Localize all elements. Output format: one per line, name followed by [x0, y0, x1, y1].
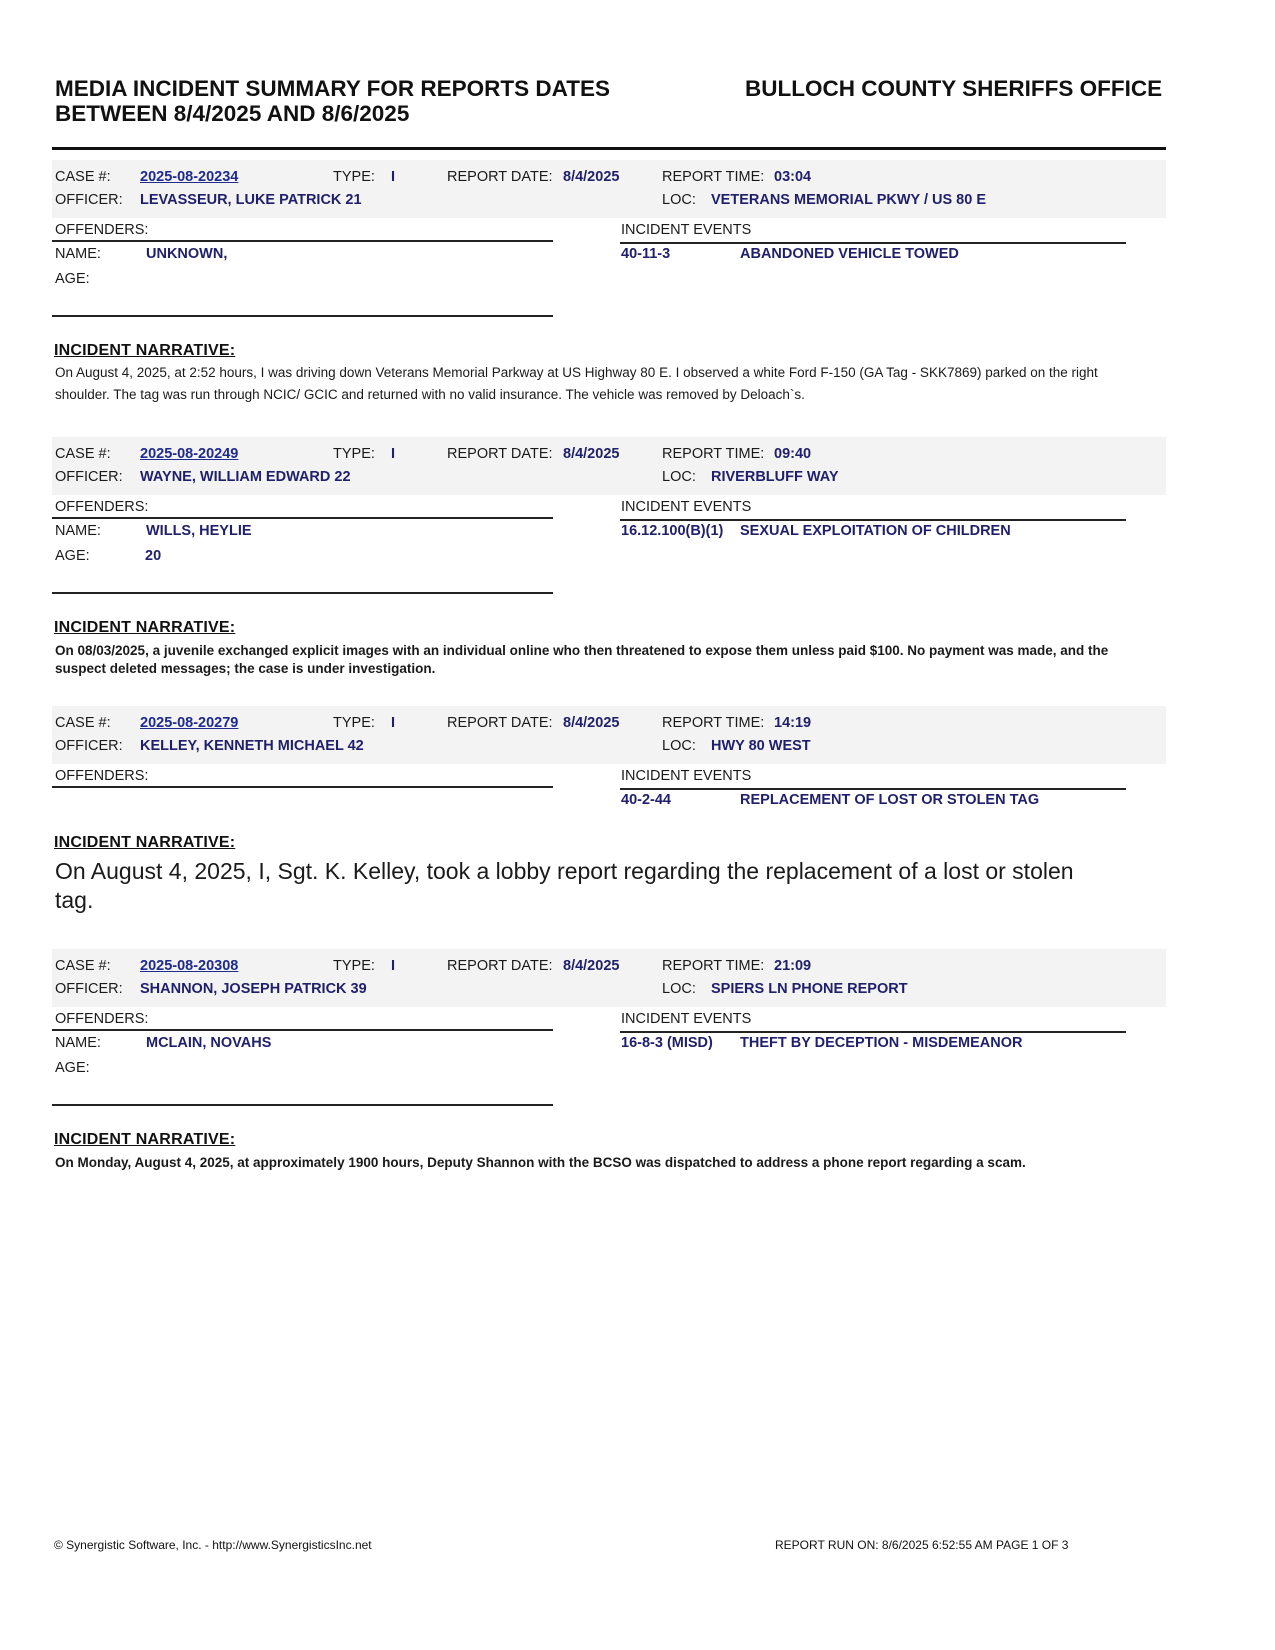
case-number-label: CASE #: — [55, 446, 111, 462]
incident-events-label: INCIDENT EVENTS — [621, 768, 752, 784]
location-value: RIVERBLUFF WAY — [711, 469, 839, 485]
offenders-rule — [52, 240, 553, 242]
report-time-label: REPORT TIME: — [662, 958, 765, 974]
officer-value: SHANNON, JOSEPH PATRICK 39 — [140, 981, 367, 997]
case-number-link[interactable]: 2025-08-20308 — [140, 958, 239, 974]
location-label: LOC: — [662, 192, 696, 208]
case-number-label: CASE #: — [55, 169, 111, 185]
offender-name-label: NAME: — [55, 523, 101, 539]
event-code: 40-11-3 — [621, 246, 671, 262]
narrative-text: On Monday, August 4, 2025, at approximately 1900 hours, Deputy Shannon with the BCSO was dispatched to address a phone report regarding a scam. — [55, 1155, 1026, 1170]
narrative-heading: INCIDENT NARRATIVE: — [54, 619, 236, 636]
type-value: I — [391, 715, 396, 731]
offenders-rule — [52, 786, 553, 788]
offenders-bottom-rule — [52, 1104, 553, 1106]
offenders-rule — [52, 1029, 553, 1031]
offender-age-value: 20 — [145, 548, 162, 564]
offender-age-label: AGE: — [55, 1060, 90, 1076]
footer-report-run: REPORT RUN ON: 8/6/2025 6:52:55 AM PAGE 1 OF 3 — [775, 1538, 1069, 1552]
type-label: TYPE: — [333, 446, 375, 462]
narrative-heading: INCIDENT NARRATIVE: — [54, 834, 236, 851]
narrative-heading: INCIDENT NARRATIVE: — [54, 1131, 236, 1148]
events-rule — [620, 788, 1126, 790]
officer-value: LEVASSEUR, LUKE PATRICK 21 — [140, 192, 362, 208]
report-date-label: REPORT DATE: — [447, 169, 553, 185]
location-value: VETERANS MEMORIAL PKWY / US 80 E — [711, 192, 987, 208]
incident-events-label: INCIDENT EVENTS — [621, 1011, 752, 1027]
events-rule — [620, 242, 1126, 244]
offenders-label: OFFENDERS: — [55, 1011, 149, 1027]
incident-events-label: INCIDENT EVENTS — [621, 222, 752, 238]
location-value: HWY 80 WEST — [711, 738, 811, 754]
case-number-link[interactable]: 2025-08-20279 — [140, 715, 239, 731]
offender-name-value: WILLS, HEYLIE — [146, 523, 252, 539]
event-description: THEFT BY DECEPTION - MISDEMEANOR — [740, 1035, 1023, 1051]
officer-label: OFFICER: — [55, 192, 123, 208]
type-label: TYPE: — [333, 169, 375, 185]
report-date-label: REPORT DATE: — [447, 715, 553, 731]
report-time-label: REPORT TIME: — [662, 715, 765, 731]
event-description: ABANDONED VEHICLE TOWED — [740, 246, 959, 262]
offender-name-label: NAME: — [55, 246, 101, 262]
events-rule — [620, 1031, 1126, 1033]
location-label: LOC: — [662, 469, 696, 485]
footer-copyright: © Synergistic Software, Inc. - http://www.SynergisticsInc.net — [54, 1538, 372, 1552]
offenders-rule — [52, 517, 553, 519]
header-divider — [52, 147, 1166, 150]
location-label: LOC: — [662, 738, 696, 754]
offenders-bottom-rule — [52, 315, 553, 317]
report-time-value: 14:19 — [774, 715, 812, 731]
offender-age-label: AGE: — [55, 271, 90, 287]
report-time-value: 09:40 — [774, 446, 812, 462]
report-date-label: REPORT DATE: — [447, 958, 553, 974]
offender-name-label: NAME: — [55, 1035, 101, 1051]
narrative-text: On August 4, 2025, at 2:52 hours, I was driving down Veterans Memorial Parkway at US Highway 80 E. I observed a white Ford F-150 (GA Tag - SKK7869) parked on the right shoulder. The tag was run through NCIC/ GCIC and returned with no valid insurance. The vehicle was removed by Deloach`s. — [55, 365, 1098, 402]
type-label: TYPE: — [333, 715, 375, 731]
offenders-bottom-rule — [52, 592, 553, 594]
report-date-label: REPORT DATE: — [447, 446, 553, 462]
case-number-label: CASE #: — [55, 958, 111, 974]
report-time-label: REPORT TIME: — [662, 446, 765, 462]
offender-name-value: MCLAIN, NOVAHS — [146, 1035, 272, 1051]
agency-name: BULLOCH COUNTY SHERIFFS OFFICE — [745, 76, 1163, 101]
event-description: REPLACEMENT OF LOST OR STOLEN TAG — [740, 792, 1040, 808]
type-value: I — [391, 446, 396, 462]
location-value: SPIERS LN PHONE REPORT — [711, 981, 908, 997]
location-label: LOC: — [662, 981, 696, 997]
incident-events-label: INCIDENT EVENTS — [621, 499, 752, 515]
case-number-link[interactable]: 2025-08-20249 — [140, 446, 239, 462]
offenders-label: OFFENDERS: — [55, 222, 149, 238]
report-time-value: 21:09 — [774, 958, 812, 974]
report-date-value: 8/4/2025 — [563, 169, 620, 185]
report-time-label: REPORT TIME: — [662, 169, 765, 185]
event-code: 40-2-44 — [621, 792, 671, 808]
offenders-label: OFFENDERS: — [55, 768, 149, 784]
narrative-heading: INCIDENT NARRATIVE: — [54, 342, 236, 359]
case-number-link[interactable]: 2025-08-20234 — [140, 169, 239, 185]
report-date-value: 8/4/2025 — [563, 715, 620, 731]
event-code: 16-8-3 (MISD) — [621, 1035, 713, 1051]
officer-label: OFFICER: — [55, 469, 123, 485]
narrative-text: On 08/03/2025, a juvenile exchanged explicit images with an individual online who then threatened to expose them unless paid $100. No payment was made, and the suspect deleted messages; the case is under investigation. — [55, 643, 1109, 676]
offender-name-value: UNKNOWN, — [146, 246, 228, 262]
officer-label: OFFICER: — [55, 981, 123, 997]
report-date-value: 8/4/2025 — [563, 958, 620, 974]
offender-age-label: AGE: — [55, 548, 90, 564]
report-time-value: 03:04 — [774, 169, 812, 185]
event-description: SEXUAL EXPLOITATION OF CHILDREN — [740, 523, 1011, 539]
officer-value: KELLEY, KENNETH MICHAEL 42 — [140, 738, 364, 754]
type-label: TYPE: — [333, 958, 375, 974]
report-date-value: 8/4/2025 — [563, 446, 620, 462]
report-title: MEDIA INCIDENT SUMMARY FOR REPORTS DATES BETWEEN 8/4/2025 AND 8/6/2025 — [55, 76, 611, 126]
type-value: I — [391, 958, 396, 974]
officer-value: WAYNE, WILLIAM EDWARD 22 — [140, 469, 351, 485]
event-code: 16.12.100(B)(1) — [621, 523, 724, 539]
narrative-text: On August 4, 2025, I, Sgt. K. Kelley, took a lobby report regarding the replacement of a lost or stolen tag. — [55, 858, 1074, 913]
type-value: I — [391, 169, 396, 185]
case-number-label: CASE #: — [55, 715, 111, 731]
offenders-label: OFFENDERS: — [55, 499, 149, 515]
events-rule — [620, 519, 1126, 521]
officer-label: OFFICER: — [55, 738, 123, 754]
